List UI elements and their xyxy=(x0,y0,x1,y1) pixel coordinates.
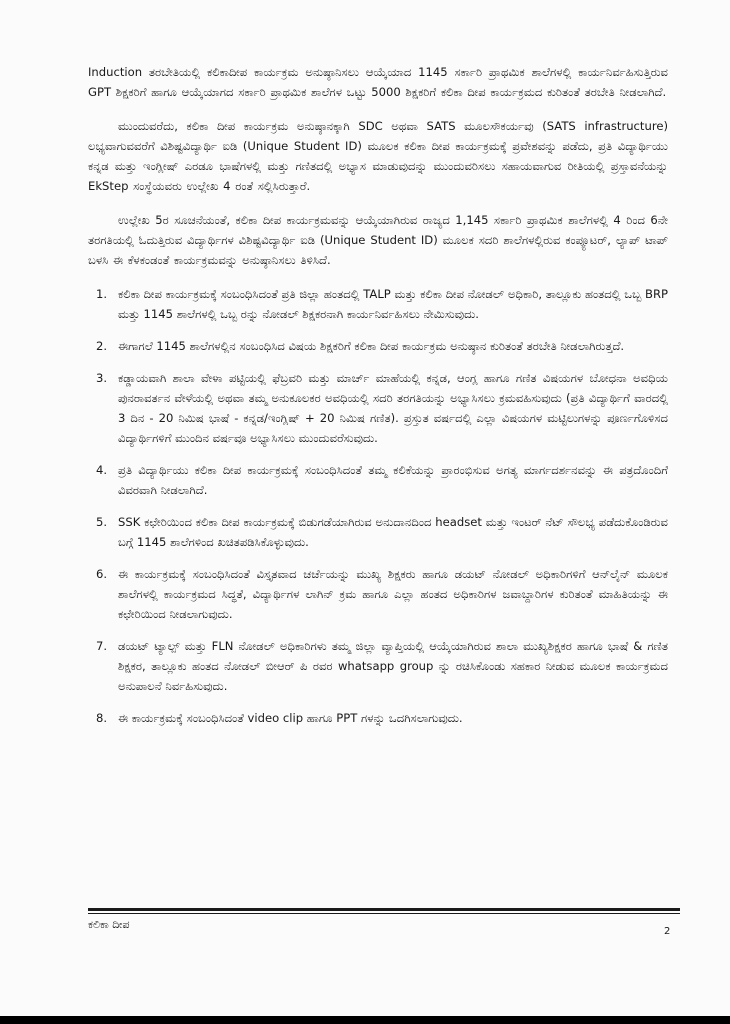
paragraph-implementation-instruction: ಉಲ್ಲೇಖ 5ರ ಸೂಚನೆಯಂತೆ, ಕಲಿಕಾ ದೀಪ ಕಾರ್ಯಕ್ರಮವನ್ನು ಆಯ್ಕೆಯಾಗಿರುವ ರಾಜ್ಯದ 1,145 ಸರ್ಕಾರಿ ಪ್ರಾಥಮಿಕ ಶಾಲೆಗಳಲ್ಲಿ 4 ರಿಂದ 6ನೇ ತರಗತಿಯಲ್ಲಿ ಓದುತ್ತಿರುವ ವಿದ್ಯಾರ್ಥಿಗಳ ವಿಶಿಷ್ಟವಿದ್ಯಾರ್ಥಿ ಐಡಿ (Unique Student ID) ಮೂಲಕ ಸದರಿ ಶಾಲೆಗಳಲ್ಲಿರುವ ಕಂಪ್ಯೂಟರ್, ಲ್ಯಾಪ್ ಟಾಪ್ ಬಳಸಿ ಈ ಕೆಳಕಂಡಂತೆ ಕಾರ್ಯಕ್ರಮವನ್ನು ಅನುಷ್ಠಾನಿಸಲು ತಿಳಿಸಿದೆ. xyxy=(88,213,668,267)
footer-divider-thin xyxy=(88,913,680,914)
list-item-number: 2. xyxy=(96,339,108,353)
footer-title: ಕಲಿಕಾ ದೀಪ xyxy=(88,918,130,931)
list-item-number: 6. xyxy=(96,567,108,581)
list-item xyxy=(88,636,668,696)
list-item xyxy=(88,564,668,624)
page-number: 2 xyxy=(664,926,671,937)
list-item-number: 3. xyxy=(96,371,108,385)
list-item xyxy=(88,368,668,448)
paragraph-induction-training: Induction ತರಬೇತಿಯಲ್ಲಿ ಕಲಿಕಾದೀಪ ಕಾರ್ಯಕ್ರಮ ಅನುಷ್ಠಾನಿಸಲು ಆಯ್ಕೆಯಾದ 1145 ಸರ್ಕಾರಿ ಪ್ರಾಥಮಿಕ ಶಾಲೆಗಳಲ್ಲಿ ಕಾರ್ಯನಿರ್ವಹಿಸುತ್ತಿರುವ GPT ಶಿಕ್ಷಕರಿಗೆ ಹಾಗೂ ಆಯ್ಕೆಯಾಗದ ಸರ್ಕಾರಿ ಪ್ರಾಥಮಿಕ ಶಾಲೆಗಳ ಒಟ್ಟು 5000 ಶಿಕ್ಷಕರಿಗೆ ಕಲಿಕಾ ದೀಪ ಕಾರ್ಯಕ್ರಮದ ಕುರಿತಂತೆ ತರಬೇತಿ ನೀಡಲಾಗಿದೆ. xyxy=(88,65,668,99)
list-item-text: SSK ಕಛೇರಿಯಿಂದ ಕಲಿಕಾ ದೀಪ ಕಾರ್ಯಕ್ರಮಕ್ಕೆ ಬಿಡುಗಡೆಯಾಗಿರುವ ಅನುದಾನದಿಂದ headset ಮತ್ತು ಇಂಟರ್ ನೆಟ್ ಸೌಲಭ್ಯ ಪಡೆದುಕೊಂಡಿರುವ ಬಗ್ಗೆ 1145 ಶಾಲೆಗಳಿಂದ ಖಚಿತಪಡಿಸಿಕೊಳ್ಳುವುದು. xyxy=(118,515,668,549)
list-item-text: ಕಡ್ಡಾಯವಾಗಿ ಶಾಲಾ ವೇಳಾ ಪಟ್ಟಿಯಲ್ಲಿ ಫೆಬ್ರವರಿ ಮತ್ತು ಮಾರ್ಚ್ ಮಾಹೆಯಲ್ಲಿ ಕನ್ನಡ, ಆಂಗ್ಲ ಹಾಗೂ ಗಣಿತ ವಿಷಯಗಳ ಬೋಧನಾ ಅವಧಿಯ ಪುನರಾವರ್ತನ ವೇಳೆಯಲ್ಲಿ ಅಥವಾ ತಮ್ಮ ಅನುಕೂಲಕರ ಅವಧಿಯಲ್ಲಿ ಸದರಿ ತರಗತಿಯನ್ನು ಅಭ್ಯಾಸಿಸಲು ಕ್ರಮವಹಿಸುವುದು (ಪ್ರತಿ ವಿದ್ಯಾರ್ಥಿಗೆ ವಾರದಲ್ಲಿ 3 ದಿನ - 20 ನಿಮಿಷ ಭಾಷೆ - ಕನ್ನಡ/ಇಂಗ್ಲಿಷ್ + 20 ನಿಮಿಷ ಗಣಿತ). ಪ್ರಸ್ತುತ ವರ್ಷದಲ್ಲಿ ಎಲ್ಲಾ ವಿಷಯಗಳ ಮಟ್ಟಿಲುಗಳನ್ನು ಪೂರ್ಣಗೊಳಿಸದ ವಿದ್ಯಾರ್ಥಿಗಳಿಗೆ ಮುಂದಿನ ವರ್ಷವೂ ಅಭ್ಯಾಸಿಸಲು ಮುಂದುವರೆಸುವುದು. xyxy=(118,371,668,445)
list-item-text: ಈಗಾಗಲೆ 1145 ಶಾಲೆಗಳಲ್ಲಿನ ಸಂಬಂಧಿಸಿದ ವಿಷಯ ಶಿಕ್ಷಕರಿಗೆ ಕಲಿಕಾ ದೀಪ ಕಾರ್ಯಕ್ರಮ ಅನುಷ್ಠಾನ ಕುರಿತಂತೆ ತರಬೇತಿ ನೀಡಲಾಗಿರುತ್ತದೆ. xyxy=(118,339,625,353)
list-item xyxy=(88,708,668,728)
paragraph-ekstep-proposal: ಮುಂದುವರೆದು, ಕಲಿಕಾ ದೀಪ ಕಾರ್ಯಕ್ರಮ ಅನುಷ್ಠಾನಕ್ಕಾಗಿ SDC ಅಥವಾ SATS ಮೂಲಸೌಕರ್ಯವು (SATS infrastructure) ಲಭ್ಯವಾಗುವವರೆಗೆ ವಿಶಿಷ್ಟವಿದ್ಯಾರ್ಥಿ ಐಡಿ (Unique Student ID) ಮೂಲಕ ಕಲಿಕಾ ದೀಪ ಕಾರ್ಯಕ್ರಮಕ್ಕೆ ಪ್ರವೇಶವನ್ನು ಪಡೆದು, ಪ್ರತಿ ವಿದ್ಯಾರ್ಥಿಯು ಕನ್ನಡ ಮತ್ತು ಇಂಗ್ಲೀಷ್ ಎರಡೂ ಭಾಷೆಗಳಲ್ಲಿ ಮತ್ತು ಗಣಿತದಲ್ಲಿ ಅಭ್ಯಾಸ ಮಾಡುವುದನ್ನು ಮುಂದುವರಿಸಲು ಸಹಾಯವಾಗುವ ರೀತಿಯಲ್ಲಿ ಪ್ರಸ್ತಾವನೆಯನ್ನು EkStep ಸಂಸ್ಥೆಯವರು ಉಲ್ಲೇಖ 4 ರಂತೆ ಸಲ್ಲಿಸಿರುತ್ತಾರೆ. xyxy=(88,119,668,193)
list-item-text: ಕಲಿಕಾ ದೀಪ ಕಾರ್ಯಕ್ರಮಕ್ಕೆ ಸಂಬಂಧಿಸಿದಂತೆ ಪ್ರತಿ ಜಿಲ್ಲಾ ಹಂತದಲ್ಲಿ TALP ಮತ್ತು ಕಲಿಕಾ ದೀಪ ನೋಡಲ್ ಅಧಿಕಾರಿ, ತಾಲ್ಲೂಕು ಹಂತದಲ್ಲಿ ಒಬ್ಬ BRP ಮತ್ತು 1145 ಶಾಲೆಗಳಲ್ಲಿ ಒಬ್ಬ ರನ್ನು ನೋಡಲ್ ಶಿಕ್ಷಕರನಾಗಿ ಕಾರ್ಯನಿರ್ವಹಿಸಲು ನೇಮಿಸುವುದು. xyxy=(118,287,668,321)
scan-edge-bar xyxy=(0,1016,730,1024)
list-item-text: ಈ ಕಾರ್ಯಕ್ರಮಕ್ಕೆ ಸಂಬಂಧಿಸಿದಂತೆ ವಿಸ್ತೃತವಾದ ಚರ್ಚೆಯನ್ನು ಮುಖ್ಯ ಶಿಕ್ಷಕರು ಹಾಗೂ ಡಯಟ್ ನೋಡಲ್ ಅಧಿಕಾರಿಗಳಿಗೆ ಆನ್‌ಲೈನ್ ಮೂಲಕ ಶಾಲೆಗಳಲ್ಲಿ ಕಾರ್ಯಕ್ರಮದ ಸಿದ್ಧತೆ, ವಿದ್ಯಾರ್ಥಿಗಳ ಲಾಗಿನ್ ಕ್ರಮ ಹಾಗೂ ಎಲ್ಲಾ ಹಂತದ ಅಧಿಕಾರಿಗಳ ಜವಾಬ್ದಾರಿಗಳ ಕುರಿತಂತೆ ಮಾಹಿತಿಯನ್ನು ಈ ಕಛೇರಿಯಿಂದ ನೀಡಲಾಗುವುದು. xyxy=(118,567,668,621)
list-item-text: ಈ ಕಾರ್ಯಕ್ರಮಕ್ಕೆ ಸಂಬಂಧಿಸಿದಂತೆ video clip ಹಾಗೂ PPT ಗಳನ್ನು ಒದಗಿಸಲಾಗುವುದು. xyxy=(118,711,463,725)
list-item-number: 7. xyxy=(96,639,108,653)
list-item-text: ಡಯಟ್ ಟ್ಯಾಲ್ಪ್ ಮತ್ತು FLN ನೋಡಲ್ ಅಧಿಕಾರಿಗಳು ತಮ್ಮ ಜಿಲ್ಲಾ ವ್ಯಾಪ್ತಿಯಲ್ಲಿ ಆಯ್ಕೆಯಾಗಿರುವ ಶಾಲಾ ಮುಖ್ಯಶಿಕ್ಷಕರ ಹಾಗೂ ಭಾಷೆ & ಗಣಿತ ಶಿಕ್ಷಕರ, ತಾಲ್ಲೂಕು ಹಂತದ ನೋಡಲ್ ಬೀಆರ್ ಪಿ ರವರ whatsapp group ನ್ನು ರಚಿಸಿಕೊಂಡು ಸಹಕಾರ ನೀಡುವ ಮೂಲಕ ಕಾರ್ಯಕ್ರಮದ ಅನುಪಾಲನೆ ನಿರ್ವಹಿಸುವುದು. xyxy=(118,639,668,693)
list-item-number: 8. xyxy=(96,711,108,725)
list-item-number: 5. xyxy=(96,515,108,529)
list-item xyxy=(88,512,668,552)
document-body xyxy=(88,62,668,740)
instruction-list xyxy=(88,284,668,728)
list-item-text: ಪ್ರತಿ ವಿದ್ಯಾರ್ಥಿಯು ಕಲಿಕಾ ದೀಪ ಕಾರ್ಯಕ್ರಮಕ್ಕೆ ಸಂಬಂಧಿಸಿದಂತೆ ತಮ್ಮ ಕಲಿಕೆಯನ್ನು ಪ್ರಾರಂಭಿಸುವ ಅಗತ್ಯ ಮಾರ್ಗದರ್ಶನವನ್ನು ಈ ಪತ್ರದೊಂದಿಗೆ ವಿವರವಾಗಿ ನೀಡಲಾಗಿದೆ. xyxy=(118,463,668,497)
footer-divider xyxy=(88,908,680,911)
list-item xyxy=(88,284,668,324)
list-item xyxy=(88,460,668,500)
list-item-number: 4. xyxy=(96,463,108,477)
list-item xyxy=(88,336,668,356)
list-item-number: 1. xyxy=(96,287,108,301)
